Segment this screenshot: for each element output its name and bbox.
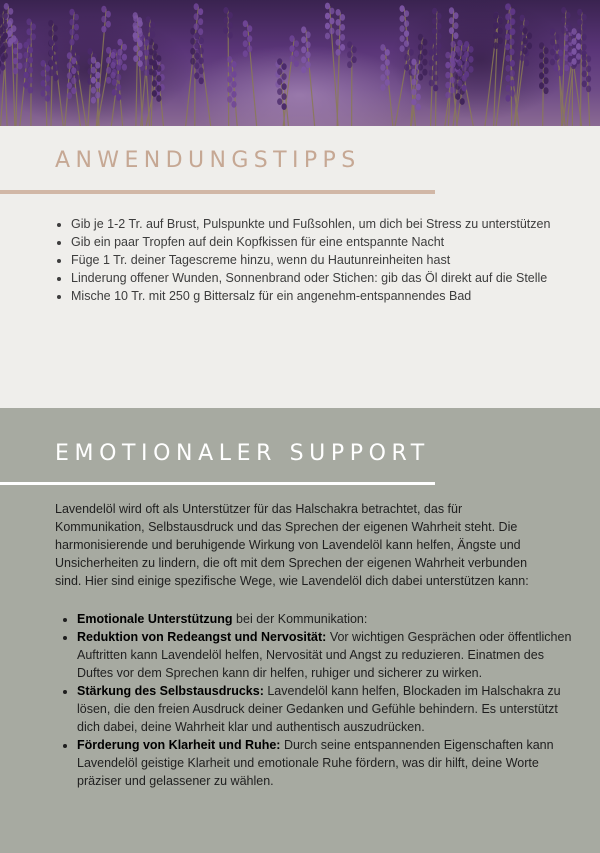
support-item-title: Stärkung des Selbstausdrucks: bbox=[77, 684, 264, 698]
tips-divider bbox=[0, 190, 435, 194]
tips-list bbox=[55, 215, 561, 305]
support-item-title: Förderung von Klarheit und Ruhe: bbox=[77, 738, 281, 752]
support-item-text: bei der Kommunikation: bbox=[232, 612, 368, 626]
support-item-text: Vor wichtigen Gesprächen oder öffentlichen Auftritten kann Lavendelöl helfen, Nervosität und Angst zu reduzieren. Einatmen des Duftes vor dem Sprechen kann dir helfen, ruhiger und sicherer zu wirken. bbox=[77, 630, 572, 680]
lavender-field-photo bbox=[0, 0, 600, 126]
support-divider bbox=[0, 482, 435, 485]
support-item-text: Lavendelöl kann helfen, Blockaden im Halschakra zu lösen, die den freien Ausdruck deiner Gedanken und Gefühle behindern. Es unterstützt dich dabei, deine Wahrheit klar und authentisch auszudrücken. bbox=[77, 684, 561, 734]
tip-item: • Linderung offener Wunden, Sonnenbrand oder Stichen: gib das Öl direkt auf die Stelle bbox=[71, 269, 561, 287]
support-item-title: Reduktion von Redeangst und Nervosität: bbox=[77, 630, 327, 644]
tip-item: • Gib je 1-2 Tr. auf Brust, Pulspunkte und Fußsohlen, um dich bei Stress zu unterstützen bbox=[71, 215, 561, 233]
lavender-icon bbox=[0, 0, 600, 126]
tip-item: • Mische 10 Tr. mit 250 g Bittersalz für ein angenehm-entspannendes Bad bbox=[71, 287, 561, 305]
tip-item: • Gib ein paar Tropfen auf dein Kopfkissen für eine entspannte Nacht bbox=[71, 233, 561, 251]
support-list bbox=[59, 610, 577, 790]
tip-item: • Füge 1 Tr. deiner Tagescreme hinzu, wenn du Hautunreinheiten hast bbox=[71, 251, 561, 269]
support-item bbox=[77, 610, 577, 628]
support-item bbox=[77, 736, 577, 790]
tips-heading: ANWENDUNGSTIPPS bbox=[55, 148, 361, 173]
support-item bbox=[77, 628, 577, 682]
support-item bbox=[77, 682, 577, 736]
support-heading: EMOTIONALER SUPPORT bbox=[55, 441, 430, 466]
support-item-title: Emotionale Unterstützung bbox=[77, 612, 233, 626]
support-intro: Lavendelöl wird oft als Unterstützer für das Halschakra betrachtet, das für Kommunikation, Selbstausdruck und das Sprechen der eigenen Wahrheit steht. Die harmonisierende und beruhigende Wirkung von Lavendelöl kann helfen, Ängste und Unsicherheiten zu lindern, die oft mit dem Sprechen der eigenen Wahrheit verbunden sind. Hier sind einige spezifische Wege, wie Lavendelöl dich dabei unterstützen kann: bbox=[55, 502, 529, 588]
support-item-text: Durch seine entspannenden Eigenschaften kann Lavendelöl geistige Klarheit und emotionale Ruhe fördern, was dir hilft, deine Worte präziser und gelassener zu wählen. bbox=[77, 738, 554, 788]
